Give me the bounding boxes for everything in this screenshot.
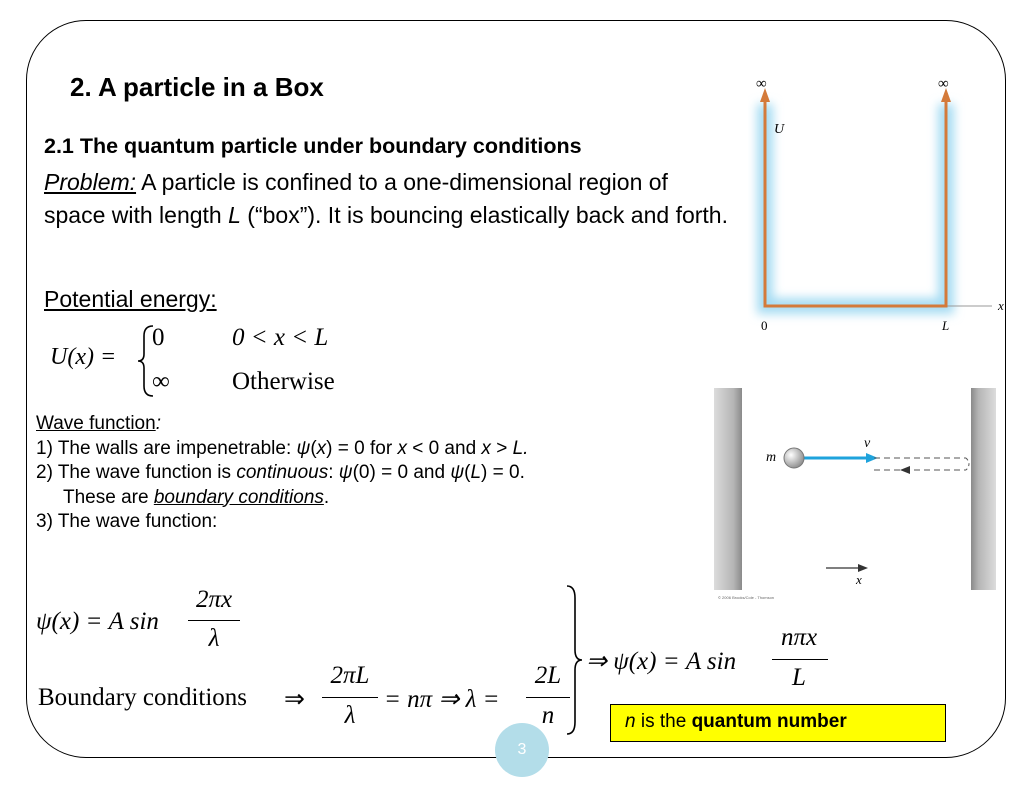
wave-function-list bbox=[36, 412, 528, 535]
well-walls bbox=[765, 102, 946, 306]
wave-eq-fraction-bar bbox=[188, 620, 240, 621]
boundary-bar1 bbox=[322, 697, 378, 698]
wave-eq-numerator: 2πx bbox=[195, 586, 233, 613]
potential-case1-condition: 0 < x < L bbox=[232, 324, 329, 351]
boundary-label: Boundary conditions bbox=[38, 684, 248, 711]
result-brace bbox=[564, 584, 584, 736]
label-x: x bbox=[856, 572, 862, 587]
tick-label-0: 0 bbox=[761, 318, 768, 333]
axis-label-U: U bbox=[774, 122, 785, 137]
result-eq-numerator: nπx bbox=[780, 624, 818, 651]
problem-text-1: A particle is confined to a one-dimensional region of space with length bbox=[44, 169, 668, 228]
item-3: 3) The wave function: bbox=[36, 511, 218, 532]
potential-well-figure bbox=[748, 76, 1014, 338]
problem-label: Problem: bbox=[44, 169, 137, 195]
axis-label-x: x bbox=[998, 298, 1004, 313]
section-subtitle: 2.1 The quantum particle under boundary conditions bbox=[44, 134, 582, 158]
label-m: m bbox=[766, 450, 777, 465]
path-bounce bbox=[966, 458, 969, 470]
slide-title: 2. A particle in a Box bbox=[70, 72, 324, 102]
potential-case2-condition: Otherwise bbox=[232, 368, 335, 395]
problem-var-L: L bbox=[228, 202, 241, 228]
result-eq-lhs: ⇒ ψ(x) = A sin bbox=[586, 648, 737, 675]
wave-function-heading: Wave function: bbox=[36, 413, 161, 434]
item-2: 2) The wave function is continuous: ψ(0) = 0 and ψ(L) = 0. bbox=[36, 462, 525, 483]
bouncing-particle-figure bbox=[714, 388, 996, 602]
potential-energy-label: Potential energy: bbox=[44, 286, 217, 312]
infinity-left: ∞ bbox=[756, 76, 767, 92]
label-v: v bbox=[864, 436, 871, 451]
x-direction-arrowhead bbox=[858, 564, 868, 572]
potential-case2-value: ∞ bbox=[152, 368, 170, 395]
boundary-num2: 2L bbox=[534, 662, 562, 689]
wave-eq-denominator: λ bbox=[208, 625, 220, 652]
left-wall bbox=[714, 388, 742, 590]
infinity-right: ∞ bbox=[938, 76, 949, 92]
boundary-den1: λ bbox=[344, 702, 356, 729]
problem-paragraph bbox=[44, 166, 734, 232]
well-glow bbox=[765, 104, 946, 306]
wave-eq-lhs: ψ(x) = A sin bbox=[36, 608, 159, 635]
item-1: 1) The walls are impenetrable: ψ(x) = 0 for x < 0 and x > L. bbox=[36, 437, 529, 459]
result-eq-fraction-bar bbox=[772, 659, 828, 660]
boundary-den2: n bbox=[541, 702, 555, 729]
figure-credit: © 2006 Brooks/Cole - Thomson bbox=[718, 595, 775, 600]
quantum-number-box: n is the quantum number bbox=[610, 704, 946, 742]
tick-label-L: L bbox=[942, 318, 950, 333]
boundary-num1: 2πL bbox=[330, 662, 370, 689]
result-eq-denominator: L bbox=[792, 664, 806, 691]
potential-eq-lhs: U(x) = bbox=[50, 344, 117, 370]
boundary-middle: = nπ ⇒ λ = bbox=[384, 686, 500, 713]
item-2-continued: These are boundary conditions. bbox=[63, 486, 330, 508]
page-number: 3 bbox=[495, 723, 549, 777]
return-arrowhead bbox=[900, 466, 910, 474]
potential-case1-value: 0 bbox=[152, 324, 165, 351]
boundary-arrow: ⇒ bbox=[284, 686, 305, 713]
right-wall bbox=[971, 388, 996, 590]
problem-text-2: (“box”). It is bouncing elastically back and forth. bbox=[240, 202, 728, 228]
particle-ball bbox=[784, 448, 804, 468]
